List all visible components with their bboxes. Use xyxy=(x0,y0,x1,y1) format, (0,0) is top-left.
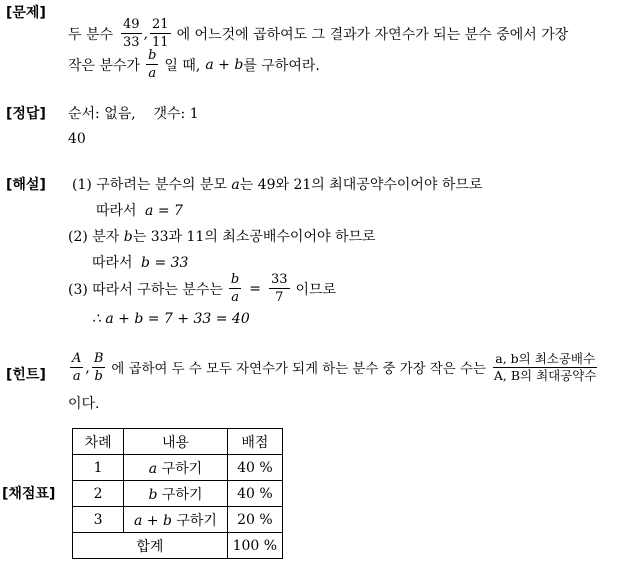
fraction-numerator: 49 xyxy=(123,17,140,32)
solution-tag: [해설] xyxy=(6,177,46,193)
solution-conclusion: ∴ a + b = 7 + 33 = 40 xyxy=(92,311,250,327)
var-a: a xyxy=(231,177,240,193)
fraction-49-33 xyxy=(121,18,142,49)
fraction-b-a xyxy=(229,273,241,304)
problem-text-2c: 를 구하여라. xyxy=(243,57,320,74)
table-row xyxy=(73,481,283,507)
fraction-numerator: a, b의 최소공배수 xyxy=(493,353,597,369)
content-text: 구하기 xyxy=(161,460,203,477)
solution-text: 는 33과 11의 최소공배수이어야 하므로 xyxy=(132,229,376,245)
row-content xyxy=(124,481,228,507)
answer-meta: 순서: 없음, 갯수: 1 xyxy=(68,106,199,122)
table-total-row xyxy=(73,533,283,559)
solution-step-1 xyxy=(72,174,482,194)
table-row xyxy=(73,455,283,481)
expr-b-eq-33: b = 33 xyxy=(141,255,189,271)
row-number: 3 xyxy=(73,507,124,533)
fraction-lcm-gcd xyxy=(492,350,599,383)
hint-end: 이다. xyxy=(68,396,100,412)
content-text: 구하기 xyxy=(161,486,203,503)
fraction-denominator: a xyxy=(72,369,81,384)
fraction-denominator: a xyxy=(148,66,157,81)
expr-a-plus-b: a + b xyxy=(205,56,244,73)
solution-text: 이므로 xyxy=(295,281,337,298)
content-text: 구하기 xyxy=(176,512,217,529)
fraction-denominator: 11 xyxy=(152,35,169,50)
row-score: 40 % xyxy=(227,481,282,507)
content-variable: a + b xyxy=(133,512,172,529)
problem-line-1 xyxy=(68,18,568,49)
fraction-denominator: b xyxy=(94,369,103,384)
fraction-denominator: A, B의 최대공약수 xyxy=(493,368,597,383)
fraction-numerator: 21 xyxy=(152,17,169,32)
solution-text: (1) 구하려는 분수의 분모 xyxy=(72,177,227,193)
fraction-numerator: B xyxy=(93,351,104,366)
hint-tag: [힌트] xyxy=(6,367,46,383)
scoring-tag: [채점표] xyxy=(2,486,56,502)
solution-text: (2) 분자 xyxy=(68,229,120,245)
solution-text: 따라서 xyxy=(96,203,137,219)
fraction-numerator: A xyxy=(72,351,82,366)
table-header: 배점 xyxy=(227,429,282,455)
table-header: 내용 xyxy=(124,429,228,455)
fraction-A-a xyxy=(70,352,83,383)
row-score: 40 % xyxy=(227,455,282,481)
fraction-b-a xyxy=(146,49,158,80)
fraction-denominator: 33 xyxy=(123,35,140,50)
solution-step-3 xyxy=(68,273,336,304)
fraction-33-7 xyxy=(269,273,290,304)
equals-sign: = xyxy=(249,280,261,297)
row-number: 1 xyxy=(73,455,124,481)
problem-tag: [문제] xyxy=(6,5,46,21)
row-number: 2 xyxy=(73,481,124,507)
table-header: 차례 xyxy=(73,429,124,455)
table-row xyxy=(73,507,283,533)
fraction-B-b xyxy=(92,352,106,383)
solution-step-1-result xyxy=(96,200,183,220)
problem-text-1b: 에 어느것에 곱하여도 그 결과가 자연수가 되는 분수 중에서 가장 xyxy=(176,26,569,43)
content-variable: b xyxy=(148,486,158,503)
scoring-table xyxy=(72,428,283,559)
fraction-numerator: 33 xyxy=(270,272,288,287)
hint-text: 에 곱하여 두 수 모두 자연수가 되게 하는 분수 중 가장 작은 수는 xyxy=(111,362,486,377)
fraction-denominator: 7 xyxy=(275,290,284,305)
solution-text: (3) 따라서 구하는 분수는 xyxy=(68,281,223,298)
fraction-numerator: b xyxy=(230,272,240,287)
fraction-21-11 xyxy=(150,18,171,49)
answer-tag: [정답] xyxy=(6,106,46,122)
content-variable: a xyxy=(148,460,158,477)
comma: , xyxy=(85,359,90,376)
table-header-row xyxy=(73,429,283,455)
solution-text: 는 49와 21의 최대공약수이어야 하므로 xyxy=(239,177,483,193)
solution-text: 따라서 xyxy=(92,255,133,271)
solution-step-2-result xyxy=(92,252,188,272)
row-content xyxy=(124,455,228,481)
hint-line xyxy=(68,352,600,383)
problem-text-1a: 두 분수 xyxy=(68,26,114,43)
problem-text-2b: 일 때, xyxy=(164,57,201,74)
fraction-numerator: b xyxy=(148,48,157,63)
problem-text-2a: 작은 분수가 xyxy=(68,57,141,74)
problem-line-2 xyxy=(68,49,320,80)
var-b: b xyxy=(123,229,133,245)
total-score: 100 % xyxy=(227,533,282,559)
total-label: 합계 xyxy=(73,533,228,559)
answer-value: 40 xyxy=(68,131,86,147)
comma: , xyxy=(143,25,149,42)
row-content xyxy=(124,507,228,533)
row-score: 20 % xyxy=(227,507,282,533)
expr-a-eq-7: a = 7 xyxy=(145,203,183,219)
solution-step-2 xyxy=(68,226,376,246)
fraction-denominator: a xyxy=(231,290,239,305)
